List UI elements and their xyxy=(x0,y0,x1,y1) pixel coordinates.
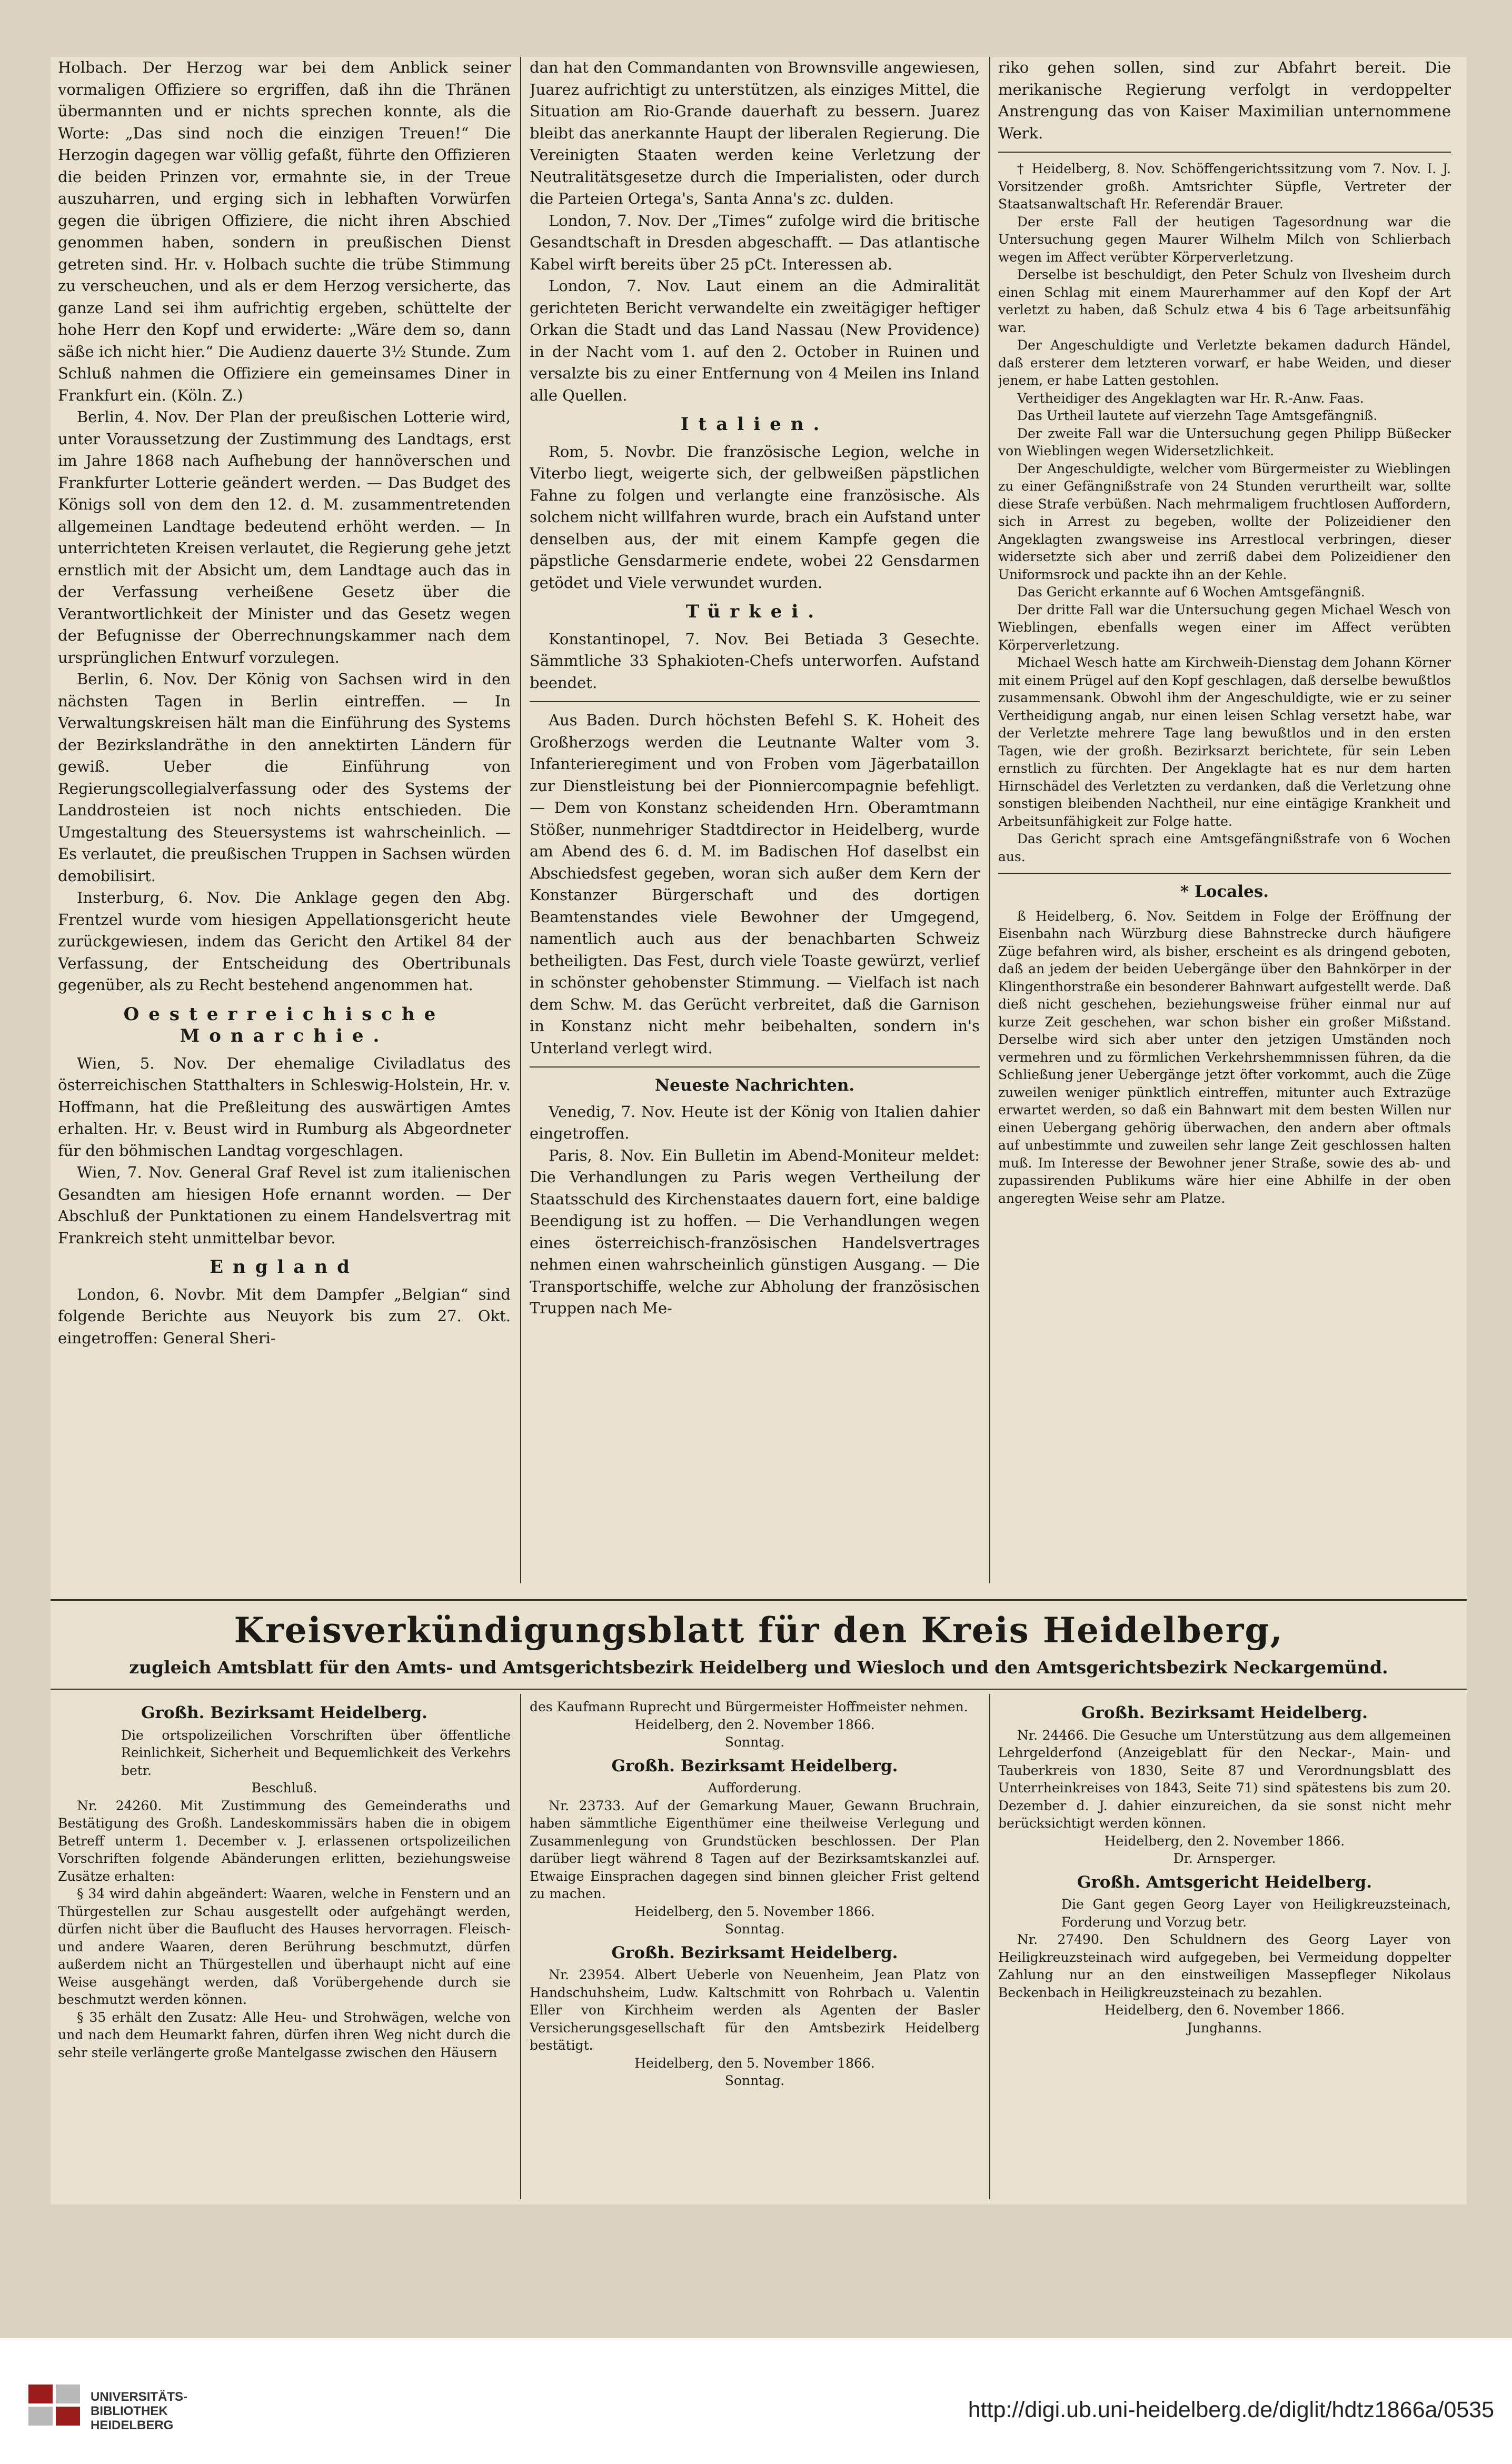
notice-column-1 xyxy=(58,1698,511,2198)
section-heading: * Locales. xyxy=(1180,882,1269,901)
article-paragraph: Die ortspolizeilichen Vorschriften über öffentliche Reinlichkeit, Sicherheit und Bequemlichkeit des Verkehrs betr. xyxy=(121,1727,511,1778)
library-name-line: BIBLIOTHEK xyxy=(91,2404,168,2418)
article-paragraph: Paris, 8. Nov. Ein Bulletin im Abend-Moniteur meldet: Die Verhandlungen zu Paris wegen Vertheilung der Staatsschuld des Kirchenstaates dauern fort, eine baldige Beendigung ist zu hoffen. — Die Verhandlungen wegen eines österreichisch-französischen Handelsvertrages nehmen einen wahrscheinlich günstigen Ausgang. — Die Transportschiffe, welche zur Abholung der französischen Truppen nach Me- xyxy=(530,1146,980,1317)
newspaper-page xyxy=(51,57,1467,2204)
article-paragraph: Heidelberg, den 5. November 1866. xyxy=(634,2055,875,2071)
article-paragraph: Der Angeschuldigte und Verletzte bekamen dadurch Händel, daß ersterer dem letzteren vorwarf, er habe Weiden, und dieser jenem, er habe Latten gestohlen. xyxy=(998,337,1451,388)
section-heading: Italien. xyxy=(680,414,829,435)
section-heading: Großh. Bezirksamt Heidelberg. xyxy=(611,1756,898,1775)
article-paragraph: Wien, 7. Nov. General Graf Revel ist zum italienischen Gesandten am hiesigen Hofe ernannt worden. — Der Abschluß der Punktationen zu einem Handelsvertrag mit Frankreich steht unmittelbar bevor. xyxy=(58,1163,511,1247)
article-paragraph: Heidelberg, den 2. November 1866. xyxy=(1104,1833,1345,1849)
article-paragraph: dan hat den Commandanten von Brownsville angewiesen, Juarez aufrichtigt zu unterstützen, als einziges Mittel, die Situation am Rio-Grande dauerhaft zu bessern. Juarez bleibt das anerkannte Haupt der liberalen Regierung. Die Vereinigten Staaten werden keine Verletzung der Neutralitätsgesetze durch die Imperialisten, oder durch die Parteien Ortega's, Santa Anna's zc. dulden. xyxy=(530,58,980,207)
article-paragraph: Michael Wesch hatte am Kirchweih-Dienstag dem Johann Körner mit einem Prügel auf den Kopf geschlagen, daß derselbe bewußtlos zusammensank. Obwohl ihm der Angeschuldigte, wie er zu seiner Vertheidigung angab, nur einen leisen Schlag versetzt habe, war der Verletzte mehrere Tage lang bewußtlos und in den ersten Tagen, wie der großh. Bezirksarzt berichtete, für sein Leben ernstlich zu fürchten. Der Angeklagte hat es nur dem harten Hirnschädel des Verletzten zu verdanken, daß die Verletzung ohne sonstigen bleibenden Nachtheil, nur eine eintägige Krankheit und Arbeitsunfähigkeit zur Folge hatte. xyxy=(998,655,1451,829)
article-paragraph: Insterburg, 6. Nov. Die Anklage gegen den Abg. Frentzel wurde vom hiesigen Appellationsgericht heute zurückgewiesen, indem das Gericht den Artikel 84 der Verfassung, der Entscheidung des Obertribunals gegenüber, als zu Recht bestehend angenommen hat. xyxy=(58,889,511,994)
section-heading: Neueste Nachrichten. xyxy=(654,1076,855,1095)
article-paragraph: Aus Baden. Durch höchsten Befehl S. K. Hoheit des Großherzogs werden die Leutnante Walter vom 3. Infanterieregiment und von Froben vom Jägerbataillon zur Dienstleistung bei der Pionniercompagnie befehligt. — Dem von Konstanz scheidenden Hrn. Oberamtmann Stößer, nunmehriger Stadtdirector in Heidelberg, wurde am Abend des 6. d. M. im Badischen Hof daselbst ein Abschiedsfest gegeben, woran sich außer dem Kern der Konstanzer Bürgerschaft und des dortigen Beamtenstandes viele Bewohner der Umgegend, namentlich auch aus der benachbarten Schweiz betheiligten. Das Fest, durch viele Toaste gewürzt, verlief in schönster gehobenster Stimmung. — Vielfach ist nach dem Schw. M. das Gerücht verbreitet, daß die Garnison in Konstanz nicht mehr beibehalten, sondern in's Unterland verlegt wird. xyxy=(530,711,980,1057)
article-paragraph: Berlin, 6. Nov. Der König von Sachsen wird in den nächsten Tagen in Berlin eintreffen. — In Verwaltungskreisen hält man die Einführung des Systems der Bezirkslandräthe in den annektirten Ländern für gewiß. Ueber die Einführung von Regierungscollegialverfassung oder des Systems der Landdrosteien ist noch nichts entschieden. Die Umgestaltung des Steuersystems ist wahrscheinlich. — Es verlautet, die preußischen Truppen in Sachsen würden demobilisirt. xyxy=(58,670,511,885)
article-paragraph: Vertheidiger des Angeklagten war Hr. R.-Anw. Faas. xyxy=(1017,390,1364,406)
library-logo-icon xyxy=(28,2385,81,2426)
section-heading: Großh. Bezirksamt Heidelberg. xyxy=(141,1703,427,1722)
article-paragraph: Aufforderung. xyxy=(708,1780,802,1795)
article-paragraph: Sonntag. xyxy=(724,1921,785,1937)
article-paragraph: Sonntag. xyxy=(724,1734,785,1750)
article-paragraph: Das Urtheil lautete auf vierzehn Tage Amtsgefängniß. xyxy=(1017,408,1378,423)
article-paragraph: Dr. Arnsperger. xyxy=(1173,1851,1276,1866)
section-heading: Oesterreichische Monarchie. xyxy=(123,1003,445,1046)
article-paragraph: London, 6. Novbr. Mit dem Dampfer „Belgian“ sind folgende Berichte aus Neuyork bis zum 27. Okt. eingetroffen: General Sheri- xyxy=(58,1285,511,1347)
section-heading: England xyxy=(210,1256,359,1278)
library-name-line: HEIDELBERG xyxy=(91,2418,174,2432)
article-paragraph: Das Gericht sprach eine Amtsgefängnißstrafe von 6 Wochen aus. xyxy=(998,831,1451,864)
library-name-line: UNIVERSITÄTS- xyxy=(91,2390,188,2404)
article-paragraph: Berlin, 4. Nov. Der Plan der preußischen Lotterie wird, unter Voraussetzung der Zustimmung des Landtags, erst im Jahre 1868 nach Aufhebung der hannöverschen und Frankfurter Lotterie geändert werden. — Das Budget des Königs soll von dem den 12. d. M. zusammentretenden allgemeinen Landtage bedeutend erhöht werden. — In unterrichteten Kreisen verlautet, die Regierung gehe jetzt ernstlich mit der Absicht um, dem Landtage auch das in der Verfassung verheißene Gesetz über die Verantwortlichkeit der Minister und das Gesetz wegen der Befugnisse der Oberrechnungskammer nach dem ursprünglichen Entwurf vorzulegen. xyxy=(58,408,511,666)
article-paragraph: § 35 erhält den Zusatz: Alle Heu- und Strohwägen, welche von und nach dem Heumarkt fahren, dürfen ihren Weg nicht durch die sehr steile verlängerte große Mantelgasse zwischen den Häusern xyxy=(58,2009,511,2060)
section-heading: Großh. Bezirksamt Heidelberg. xyxy=(611,1943,898,1962)
section-rule xyxy=(998,152,1451,153)
news-column-2 xyxy=(530,57,980,1578)
article-paragraph: Das Gericht erkannte auf 6 Wochen Amtsgefängniß. xyxy=(1017,584,1365,600)
article-paragraph: des Kaufmann Ruprecht und Bürgermeister Hoffmeister nehmen. xyxy=(530,1699,968,1714)
section-rule xyxy=(530,1066,980,1068)
library-name xyxy=(91,2390,187,2432)
source-url-link[interactable]: http://digi.ub.uni-heidelberg.de/diglit/hdtz1866a/0535 xyxy=(968,2397,1494,2422)
article-paragraph: Heidelberg, den 5. November 1866. xyxy=(634,1903,875,1919)
column-divider xyxy=(520,1694,521,2199)
news-column-1 xyxy=(58,57,511,1578)
article-paragraph: Sonntag. xyxy=(724,2073,785,2088)
section-heading: Großh. Amtsgericht Heidelberg. xyxy=(1077,1872,1372,1892)
section-rule xyxy=(530,701,980,702)
article-paragraph: Der zweite Fall war die Untersuchung gegen Philipp Büßecker von Wieblingen wegen Widersetzlichkeit. xyxy=(998,425,1451,458)
masthead-title: Kreisverkündigungsblatt für den Kreis Heidelberg, xyxy=(234,1610,1284,1651)
article-paragraph: Holbach. Der Herzog war bei dem Anblick seiner vormaligen Offiziere so ergriffen, daß ihn die Thränen übermannten und er nichts sprechen konnte, als die Worte: „Das sind noch die einzigen Treuen!“ Die Herzogin dagegen war völlig gefaßt, führte den Offizieren die beiden Prinzen vor, ermahnte sie, in der Treue auszuharren, und erging sich in lebhaften Vorwürfen gegen die übrigen Offiziere, die nicht ihren Abschied genommen haben, sondern in preußischen Dienst getreten sind. Hr. v. Holbach suchte die trübe Stimmung zu verscheuchen, und als er dem Herzog versicherte, das ganze Land sei ihm aufrichtig ergeben, schüttelte der hohe Herr den Kopf und erwiderte: „Wäre dem so, dann säße ich nicht hier.“ Die Audienz dauerte 3½ Stunde. Zum Schluß nahmen die Offiziere ein gemeinsames Diner in Frankfurt ein. (Köln. Z.) xyxy=(58,58,511,404)
article-paragraph: Der Angeschuldigte, welcher vom Bürgermeister zu Wieblingen zu einer Gefängnißstrafe von 24 Stunden verurtheilt war, sollte diese Strafe verbüßen. Nach mehrmaligem fruchtlosen Auffordern, sich in Arrest zu begeben, wollte der Polizeidiener den Angeklagten zwangsweise ins Arrestlocal verbringen, dieser widersetzte sich aber und zerriß dabei dem Polizeidiener den Uniformsrock und packte ihn an der Kehle. xyxy=(998,461,1451,582)
article-paragraph: Heidelberg, den 2. November 1866. xyxy=(634,1717,875,1732)
notice-column-2 xyxy=(530,1698,980,2198)
article-paragraph: Nr. 23733. Auf der Gemarkung Mauer, Gewann Bruchrain, haben sämmtliche Eigenthümer eine theilweise Verlegung und Zusammenlegung von Grundstücken beschlossen. Der Plan darüber liegt während 8 Tagen auf der Bezirksamtskanzlei auf. Etwaige Einsprachen dagegen sind binnen gleicher Frist geltend zu machen. xyxy=(530,1798,980,1901)
article-paragraph: London, 7. Nov. Der „Times“ zufolge wird die britische Gesandtschaft in Dresden abgeschafft. — Das atlantische Kabel wirft bereits über 25 pCt. Interessen ab. xyxy=(530,211,980,273)
article-paragraph: Heidelberg, den 6. November 1866. xyxy=(1104,2002,1345,2018)
article-paragraph: Junghanns. xyxy=(1187,2020,1262,2036)
news-column-3 xyxy=(998,57,1451,1578)
column-divider xyxy=(520,57,521,1583)
section-rule xyxy=(998,873,1451,874)
article-paragraph: Wien, 5. Nov. Der ehemalige Civiladlatus des österreichischen Statthalters in Schleswig-Holstein, Hr. v. Hoffmann, hat die Preßleitung des auswärtigen Amtes erhalten. Hr. v. Beust wird in Rumburg als Abgeordneter für den böhmischen Landtag vorgeschlagen. xyxy=(58,1054,511,1160)
article-paragraph: Nr. 27490. Den Schuldnern des Georg Layer von Heiligkreuzsteinach wird aufgegeben, bei Vermeidung doppelter Zahlung nur an den einstweiligen Massepfleger Nikolaus Beckenbach in Heiligkreuzsteinach zu bezahlen. xyxy=(998,1932,1451,2000)
notice-column-3 xyxy=(998,1698,1451,2198)
article-paragraph: Venedig, 7. Nov. Heute ist der König von Italien dahier eingetroffen. xyxy=(530,1102,980,1142)
footer-bar xyxy=(0,2338,1512,2464)
article-paragraph: Konstantinopel, 7. Nov. Bei Betiada 3 Gesechte. Sämmtliche 33 Sphakioten-Chefs unterworfen. Aufstand beendet. xyxy=(530,630,980,692)
article-paragraph: † Heidelberg, 8. Nov. Schöffengerichtssitzung vom 7. Nov. I. J. Vorsitzender großh. Amtsrichter Süpfle, Vertreter der Staatsanwaltschaft Hr. Referendär Brauer. xyxy=(998,161,1451,212)
column-divider xyxy=(989,1694,990,2199)
article-paragraph: Die Gant gegen Georg Layer von Heiligkreuzsteinach, Forderung und Vorzug betr. xyxy=(1061,1897,1451,1930)
section-heading: Großh. Bezirksamt Heidelberg. xyxy=(1081,1703,1368,1722)
article-paragraph: ß Heidelberg, 6. Nov. Seitdem in Folge der Eröffnung der Eisenbahn nach Würzburg diese Bahnstrecke durch häufigere Züge befahren wird, als bisher, erscheint es als dringend geboten, daß an jedem der beiden Uebergänge über den Bahnkörper in der Klingenthorstraße ein besonderer Bahnwart aufgestellt werde. Daß dieß nicht geschehen, beziehungsweise früher einmal nur auf kurze Zeit geschehen, war schon bisher ein großer Mißstand. Derselbe wird sich aber unter den jetzigen Umständen noch vermehren und zu förmlichen Verkehrshemmnissen führen, da die Schließung jener Uebergänge jetzt öfter vorkommt, auch die Züge zuweilen weniger pünktlich eintreffen, mitunter auch Extrazüge erwartet werden, so daß ein Bahnwart mit dem besten Willen nur einen Uebergang gehörig überwachen, den andern aber oftmals auf unbestimmte und zuweilen sehr lange Zeit geschlossen halten muß. Im Interesse der Bewohner jener Straße, sowie des ab- und zupassirenden Publikums wäre hier eine Abhilfe in der oben angeregten Weise sehr am Platze. xyxy=(998,908,1451,1206)
column-divider xyxy=(989,57,990,1583)
masthead-rule-bottom xyxy=(51,1689,1467,1690)
masthead-subtitle: zugleich Amtsblatt für den Amts- und Amtsgerichtsbezirk Heidelberg und Wiesloch und den Amtsgerichtsbezirk Neckargemünd. xyxy=(129,1657,1388,1678)
article-paragraph: riko gehen sollen, sind zur Abfahrt bereit. Die merikanische Regierung verfolgt in verdoppelter Anstrengung das von Kaiser Maximilian unternommene Werk. xyxy=(998,58,1451,142)
article-paragraph: Nr. 24466. Die Gesuche um Unterstützung aus dem allgemeinen Lehrgelderfond (Anzeigeblatt für den Neckar-, Main- und Tauberkreis von 1830, Seite 87 und Verordnungsblatt des Unterrheinkreises von 1843, Seite 71) sind spätestens bis zum 20. Dezember d. J. dahier einzureichen, da sie sonst nicht mehr berücksichtigt werden können. xyxy=(998,1727,1451,1831)
article-paragraph: Der dritte Fall war die Untersuchung gegen Michael Wesch von Wieblingen, ebenfalls wegen einer im Affect verübten Körperverletzung. xyxy=(998,602,1451,653)
article-paragraph: § 34 wird dahin abgeändert: Waaren, welche in Fenstern und an Thürgestellen zur Schau ausgestellt oder aufgehängt werden, dürfen nicht über die Bauflucht des Hauses hervorragen. Fleisch- und andere Waaren, deren Berührung beschmutzt, dürfen außerdem nicht an Thürgestellen und überhaupt nicht auf eine Weise ausgehängt werden, daß Vorübergehende durch sie beschmutzt werden können. xyxy=(58,1886,511,2007)
article-paragraph: Derselbe ist beschuldigt, den Peter Schulz von Ilvesheim durch einen Schlag mit einem Maurerhammer auf den Kopf der Art verletzt zu haben, daß Schulz etwa 4 bis 6 Tage arbeitsunfähig war. xyxy=(998,267,1451,335)
article-paragraph: Beschluß. xyxy=(251,1780,317,1795)
article-paragraph: Nr. 23954. Albert Ueberle von Neuenheim, Jean Platz von Handschuhsheim, Ludw. Kaltschmitt von Rohrbach u. Valentin Eller von Kirchheim werden als Agenten der Basler Versicherungsgesellschaft für den Amtsbezirk Heidelberg bestätigt. xyxy=(530,1967,980,2053)
article-paragraph: Rom, 5. Novbr. Die französische Legion, welche in Viterbo liegt, weigerte sich, der gelbweißen päpstlichen Fahne zu folgen und verlangte eine französische. Als solchem nicht willfahren wurde, brach ein Aufstand unter denselben aus, der mit einem Kampfe gegen die päpstliche Gensdarmerie endete, wobei 22 Gensdarmen getödet und Viele verwundet wurden. xyxy=(530,442,980,592)
section-heading: Türkei. xyxy=(685,601,824,622)
article-paragraph: Der erste Fall der heutigen Tagesordnung war die Untersuchung gegen Maurer Wilhelm Milch von Schlierbach wegen im Affect verübter Körperverletzung. xyxy=(998,214,1451,265)
article-paragraph: London, 7. Nov. Laut einem an die Admiralität gerichteten Bericht verwandelte ein zweitägiger heftiger Orkan die Stadt und das Land Nassau (New Providence) in der Nacht vom 1. auf den 2. October in Ruinen und versalzte bis zu einer Entfernung von 4 Meilen ins Inland alle Quellen. xyxy=(530,277,980,404)
article-paragraph: Nr. 24260. Mit Zustimmung des Gemeinderaths und Bestätigung des Großh. Landeskommissärs haben die in obigem Betreff unterm 1. December v. J. erlassenen ortspolizeilichen Vorschriften folgende Abänderungen erlitten, beziehungsweise Zusätze erhalten: xyxy=(58,1798,511,1884)
masthead-rule-top xyxy=(51,1599,1467,1601)
